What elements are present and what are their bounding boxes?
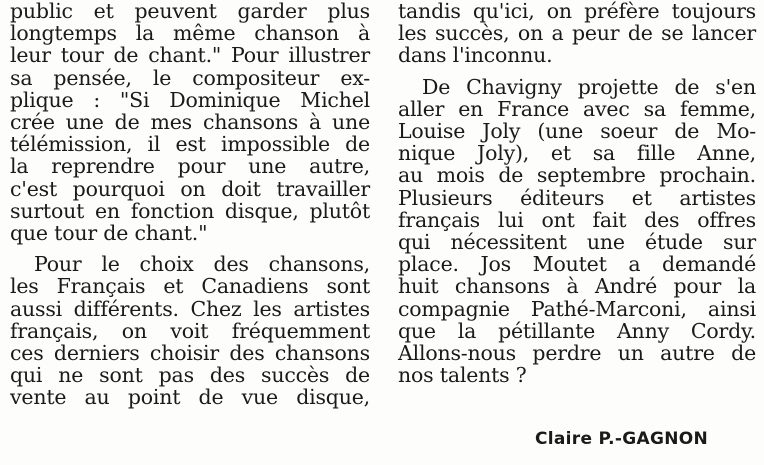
text-line: huit chansons à André pour la [398,274,756,299]
text-line: vente au point de vue disque, [10,385,370,410]
text-line: la reprendre pour une autre, [10,154,370,179]
text-line: que la pétillante Anny Cordy. [398,318,756,343]
text-line: ces derniers choisir des chansons [10,341,370,366]
text-line: nos talents ? [398,363,527,388]
text-line: aussi différents. Chez les artistes [10,296,370,321]
text-line: français, on voit fréquemment [10,318,370,343]
text-line: public et peuvent garder plus [10,0,370,23]
text-line: télémission, il est impossible de [10,132,370,157]
article-column-left [10,0,370,409]
text-line: sa pensée, le compositeur ex- [10,65,370,90]
column-divider [383,0,384,465]
text-line: les Français et Canadiens sont [10,274,370,299]
text-line: au mois de septembre prochain. [398,163,756,188]
text-line: aller en France avec sa femme, [398,96,756,121]
text-line: compagnie Pathé-Marconi, ainsi [398,296,756,321]
text-line: qui ne sont pas des succès de [10,363,370,388]
text-line: surtout en fonction disque, plutôt [10,198,370,223]
author-byline: Claire P.-GAGNON [535,429,709,449]
text-line: c'est pourquoi on doit travailler [10,176,370,201]
text-line: leur tour de chant." Pour illustrer [10,43,370,68]
text-line: longtemps la même chanson à [10,21,370,46]
text-line: les succès, on a peur de se lancer [398,21,756,46]
text-line: Allons-nous perdre un autre de [398,341,756,366]
text-line: tandis qu'ici, on préfère toujours [398,0,756,23]
article-column-right [398,0,756,386]
text-line: que tour de chant." [10,221,208,246]
text-line: place. Jos Moutet a demandé [398,252,756,277]
text-line: plique : "Si Dominique Michel [10,87,370,112]
text-line: Louise Joly (une soeur de Mo- [398,119,756,144]
text-line: qui nécessitent une étude sur [398,230,756,255]
text-line: français lui ont fait des offres [398,207,756,232]
text-line: De Chavigny projette de s'en [422,74,756,99]
text-line: Pour le choix des chansons, [34,252,370,277]
text-line: crée une de mes chansons à une [10,110,370,135]
text-line: dans l'inconnu. [398,43,553,68]
text-line: nique Joly), et sa fille Anne, [398,141,756,166]
text-line: Plusieurs éditeurs et artistes [398,185,756,210]
